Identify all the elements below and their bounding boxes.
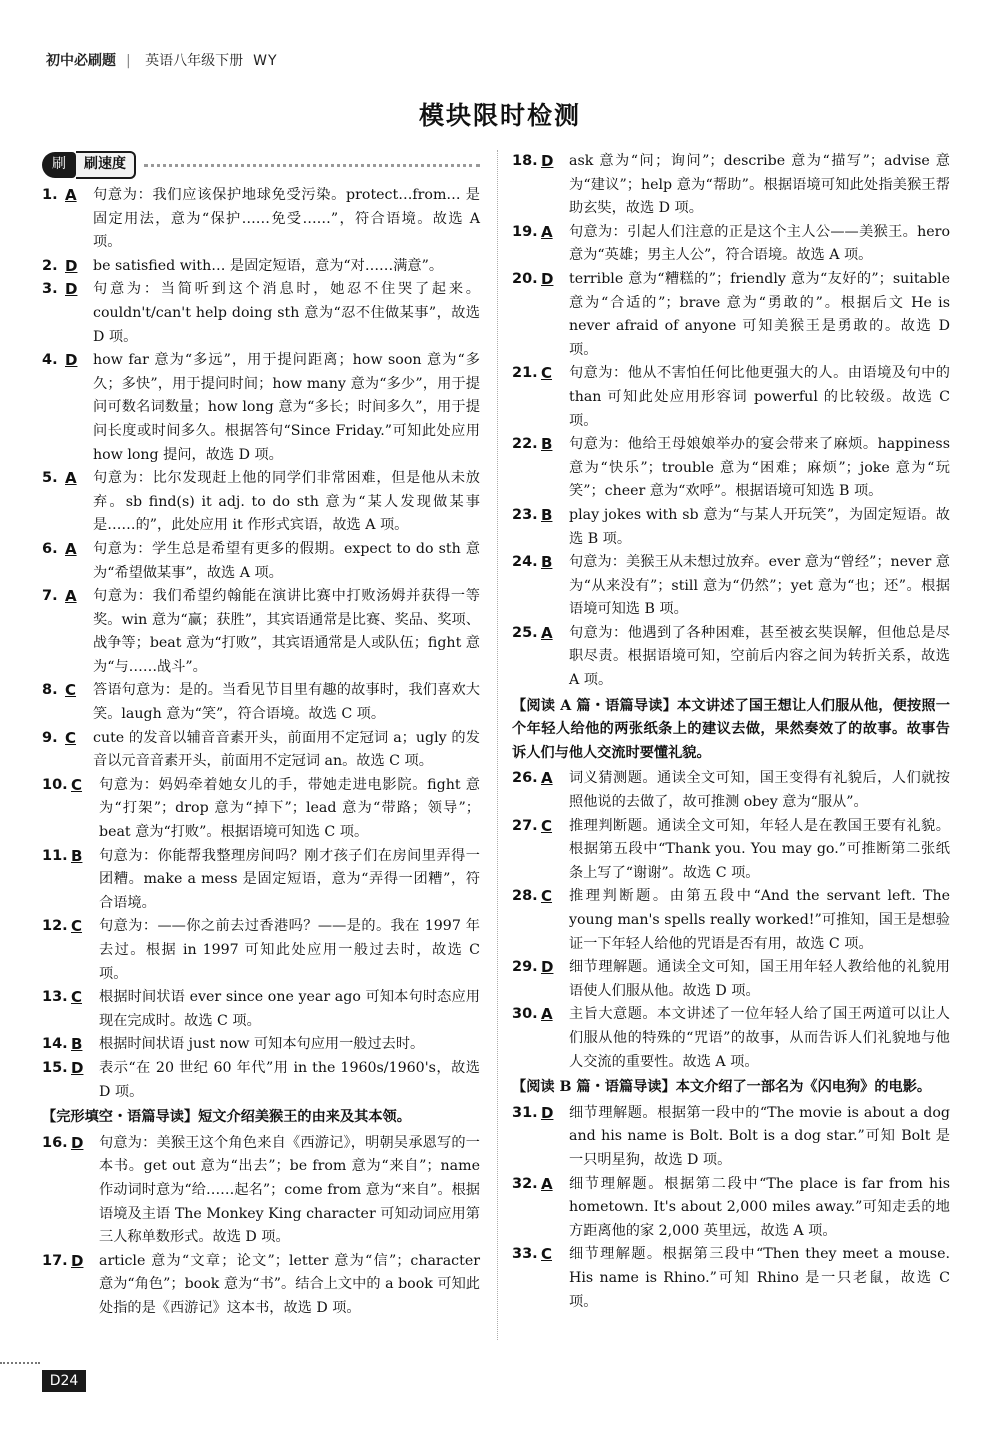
answer-letter: C xyxy=(65,728,77,747)
question-number: 1. xyxy=(42,187,58,203)
explanation-text: 句意为：——你之前去过香港吗？——是的。我在 1997 年去过。根据 in 1997 可知此处应用一般过去时，故选 C 项。 xyxy=(99,918,480,982)
explanation-text: 细节理解题。通读全文可知，国王用年轻人教给他的礼貌用语使人们服从他。故选 D 项。 xyxy=(569,959,950,999)
page-title: 模块限时检测 xyxy=(418,101,581,130)
page-number: D24 xyxy=(42,1370,86,1392)
explanation-text: 细节理解题。根据第二段中“The place is far from his hometown. It's about 2,000 miles away.”可知走丢的地方距离他的家 2,000 英里远，故选 A 项。 xyxy=(569,1175,950,1239)
explanation-text: cute 的发音以辅音音素开头，前面用不定冠词 a；ugly 的发音以元音音素开头，前面用不定冠词 an。故选 C 项。 xyxy=(93,729,480,770)
explanation-text: 句意为：我们希望约翰能在演讲比赛中打败汤姆并获得一等奖。win 意为“赢；获胜”，其宾语通常是比赛、奖品、奖项、战争等；beat 意为“打败”，其宾语通常是人或队伍；fight 意为“与……战斗”。 xyxy=(93,588,480,675)
answer-item xyxy=(512,767,950,814)
dotted-rule xyxy=(144,164,480,167)
question-number: 12. xyxy=(42,918,68,935)
answer-letter: D xyxy=(541,152,554,170)
answer-letter: A xyxy=(65,587,77,606)
question-number: 20. xyxy=(512,270,538,287)
question-number: 8. xyxy=(42,682,58,699)
explanation-text: be satisfied with… 是固定短语，意为“对……满意”。 xyxy=(93,257,444,274)
answer-letter: A xyxy=(541,1005,553,1024)
question-number: 26. xyxy=(512,770,538,787)
answer-item xyxy=(42,184,480,255)
question-number: 27. xyxy=(512,817,538,834)
explanation-text: play jokes with sb 意为“与某人开玩笑”，为固定短语。故选 B 项。 xyxy=(569,506,950,547)
question-number: 33. xyxy=(512,1246,538,1263)
question-number: 16. xyxy=(42,1134,68,1151)
answer-letter: C xyxy=(541,816,553,835)
answer-letter: A xyxy=(541,222,553,241)
answer-item xyxy=(512,433,950,504)
question-number: 15. xyxy=(42,1059,68,1076)
question-number: 19. xyxy=(512,223,538,240)
answer-letter: D xyxy=(65,351,78,370)
answer-item xyxy=(512,1003,950,1074)
explanation-text: terrible 意为“糟糕的”；friendly 意为“友好的”；suitable 意为“合适的”；brave 意为“勇敢的”。根据后文 He is never afraid of anyone 可知美猴王是勇敢的。故选 D 项。 xyxy=(569,270,950,358)
explanation-text: 表示“在 20 世纪 60 年代”用 in the 1960s/1960's，故选 D 项。 xyxy=(99,1059,480,1100)
series-name: 初中必刷题 xyxy=(46,53,116,69)
explanation-text: 句意为：妈妈牵着她女儿的手，带她走进电影院。fight 意为“打架”；drop 意为“掉下”；lead 意为“带路；领导”；beat 意为“打败”。根据语境可知选 C 项。 xyxy=(99,776,480,841)
running-header xyxy=(46,50,946,76)
question-number: 2. xyxy=(42,257,58,274)
explanation-text: 句意为：他从不害怕任何比他更强大的人。由语境及句中的 than 可知此处应用形容词 powerful 的比较级。故选 C 项。 xyxy=(569,365,950,429)
answer-letter: D xyxy=(541,958,554,977)
answer-item xyxy=(512,362,950,433)
reading-a-passage-note: 【阅读 A 篇・语篇导读】本文讲述了国王想让人们服从他，便按照一个年轻人给他的两张纸条上的建议去做，果然奏效了的故事。故事告诉人们与他人交流时要懂礼貌。 xyxy=(512,697,950,761)
answer-letter: B xyxy=(541,553,553,572)
answer-item xyxy=(42,915,480,986)
question-number: 22. xyxy=(512,436,538,453)
book-subject: 英语八年级下册 xyxy=(145,53,244,69)
answer-item xyxy=(42,1057,480,1104)
explanation-text: 句意为：引起人们注意的正是这个主人公——美猴王。hero 意为“英雄；男主人公”，符合语境。故选 A 项。 xyxy=(569,223,950,264)
answer-item xyxy=(42,538,480,585)
answer-item xyxy=(42,349,480,467)
explanation-text: 根据时间状语 just now 可知本句应用一般过去时。 xyxy=(99,1036,425,1053)
answer-list xyxy=(42,1132,480,1321)
explanation-text: 推理判断题。由第五段中“And the servant left. The young man's spells really worked!”可推知，国王是想验证一下年轻人给他的咒语是否有用，故选 C 项。 xyxy=(569,888,950,952)
question-number: 3. xyxy=(42,281,58,298)
explanation-text: 答语句意为：是的。当看见节目里有趣的故事时，我们喜欢大笑。laugh 意为“笑”，符合语境。故选 C 项。 xyxy=(93,682,480,723)
question-number: 24. xyxy=(512,554,538,571)
explanation-text: 句意为：他给王母娘娘举办的宴会带来了麻烦。happiness 意为“快乐”；trouble 意为“困难；麻烦”；joke 意为“玩笑”；cheer 意为“欢呼”。根据语境可知选 B 项。 xyxy=(569,436,950,500)
answer-item xyxy=(42,774,480,845)
answer-letter: A xyxy=(65,469,77,488)
right-column xyxy=(512,150,950,1314)
answer-letter: B xyxy=(71,846,83,865)
explanation-text: 词义猜测题。通读全文可知，国王变得有礼貌后，人们就按照他说的去做了，故可推测 obey 意为“服从”。 xyxy=(569,770,950,811)
answer-letter: D xyxy=(541,269,554,288)
answer-item xyxy=(42,1132,480,1250)
answer-letter: B xyxy=(541,505,553,524)
question-number: 7. xyxy=(42,588,58,605)
question-number: 13. xyxy=(42,989,68,1006)
answer-item xyxy=(512,956,950,1003)
question-number: 29. xyxy=(512,959,538,976)
question-number: 25. xyxy=(512,624,538,641)
column-divider xyxy=(497,150,498,1340)
answer-letter: D xyxy=(541,1103,554,1122)
answer-item xyxy=(42,845,480,916)
answer-letter: D xyxy=(65,280,78,299)
section-badge xyxy=(42,150,480,180)
answer-list xyxy=(512,1102,950,1314)
answer-item xyxy=(512,1102,950,1173)
answer-item xyxy=(42,986,480,1033)
answer-item xyxy=(42,278,480,349)
brush-icon: 刷 xyxy=(42,152,76,178)
answer-list xyxy=(512,150,950,693)
question-number: 4. xyxy=(42,352,58,369)
answer-letter: D xyxy=(71,1058,84,1077)
explanation-text: 句意为：我们应该保护地球免受污染。protect…from… 是固定用法，意为“保护……免受……”，符合语境。故选 A 项。 xyxy=(93,187,480,251)
answer-item xyxy=(512,150,950,221)
answer-item xyxy=(512,551,950,622)
answer-letter: C xyxy=(71,917,83,936)
explanation-text: ask 意为“问；询问”；describe 意为“描写”；advise 意为“建议”；help 意为“帮助”。根据语境可知此处指美猴王帮助玄奘，故选 D 项。 xyxy=(569,153,950,217)
question-number: 17. xyxy=(42,1252,68,1269)
question-number: 30. xyxy=(512,1006,538,1023)
answer-letter: A xyxy=(541,623,553,642)
question-number: 31. xyxy=(512,1104,538,1121)
answer-letter: A xyxy=(541,769,553,788)
left-column xyxy=(42,150,480,1321)
answer-letter: B xyxy=(71,1035,83,1054)
question-number: 23. xyxy=(512,506,538,523)
explanation-text: 推理判断题。通读全文可知，年轻人是在教国王要有礼貌。根据第五段中“Thank you. You may go.”可推断第二张纸条上写了“谢谢”。故选 C 项。 xyxy=(569,817,950,881)
explanation-text: 细节理解题。根据第三段中“Then they meet a mouse. His name is Rhino.”可知 Rhino 是一只老鼠，故选 C 项。 xyxy=(569,1246,950,1310)
answer-letter: D xyxy=(71,1133,84,1152)
answer-letter: A xyxy=(65,186,77,204)
question-number: 18. xyxy=(512,153,538,169)
answer-item xyxy=(512,268,950,362)
question-number: 9. xyxy=(42,729,58,746)
explanation-text: 句意为：他遇到了各种困难，甚至被玄奘误解，但他总是尽职尽责。根据语境可知，空前后内容之间为转折关系，故选 A 项。 xyxy=(569,624,950,689)
explanation-text: 句意为：你能帮我整理房间吗？刚才孩子们在房间里弄得一团糟。make a mess 是固定短语，意为“弄得一团糟”，符合语境。 xyxy=(99,847,480,911)
explanation-text: 句意为：当简听到这个消息时，她忍不住哭了起来。couldn't/can't help doing sth 意为“忍不住做某事”，故选 D 项。 xyxy=(93,281,480,345)
explanation-text: 句意为：美猴王从未想过放弃。ever 意为“曾经”；never 意为“从来没有”；still 意为“仍然”；yet 意为“也；还”。根据语境可知选 B 项。 xyxy=(569,554,950,618)
explanation-text: 句意为：美猴王这个角色来自《西游记》，明朝吴承恩写的一本书。get out 意为“出去”；be from 意为“来自”；name 作动词时意为“给……起名”；come from 意为“来自”。根据语境及主语 The Monkey King character 可知动词应用第三人称单数形式。故选 D 项。 xyxy=(99,1134,480,1246)
corner-dotted-rule xyxy=(0,1362,40,1364)
reading-b-passage-note: 【阅读 B 篇・语篇导读】本文介绍了一部名为《闪电狗》的电影。 xyxy=(512,1079,932,1096)
answer-item xyxy=(42,679,480,726)
question-number: 11. xyxy=(42,847,68,864)
answer-item xyxy=(42,585,480,679)
answer-letter: D xyxy=(65,256,78,275)
answer-letter: C xyxy=(71,775,83,794)
answer-item xyxy=(512,1243,950,1314)
answer-item xyxy=(42,255,480,279)
answer-letter: C xyxy=(65,681,77,700)
answer-item xyxy=(512,1173,950,1244)
explanation-text: 句意为：比尔发现赶上他的同学们非常困难，但是他从未放弃。sb find(s) it adj. to do sth 意为“某人发现做某事是……的”，此处应用 it 作形式宾语，故选 A 项。 xyxy=(93,470,480,534)
section-badge-label: 刷速度 xyxy=(76,151,136,179)
question-number: 28. xyxy=(512,888,538,905)
explanation-text: 根据时间状语 ever since one year ago 可知本句时态应用现在完成时。故选 C 项。 xyxy=(99,989,480,1029)
explanation-text: 细节理解题。根据第一段中的“The movie is about a dog and his name is Bolt. Bolt is a dog star.”可知 Bolt 是一只明星狗，故选 D 项。 xyxy=(569,1104,950,1168)
question-number: 21. xyxy=(512,365,538,382)
answer-letter: D xyxy=(71,1251,84,1270)
answer-item xyxy=(512,885,950,956)
edition-code: WY xyxy=(253,53,278,69)
explanation-text: how far 意为“多远”，用于提问距离；how soon 意为“多久；多快”，用于提问时间；how many 意为“多少”，用于提问可数名词数量；how long 意为“多长；时间多久”，用于提问长度或时间多久。根据答句“Since Friday.”可知此处应用 how long 提问，故选 D 项。 xyxy=(93,352,480,463)
answer-letter: B xyxy=(541,435,553,454)
answer-item xyxy=(512,221,950,268)
question-number: 10. xyxy=(42,776,68,793)
answer-item xyxy=(512,815,950,886)
cloze-passage-note: 【完形填空・语篇导读】短文介绍美猴王的由来及其本领。 xyxy=(42,1109,411,1126)
answer-item xyxy=(42,1033,480,1057)
answer-letter: C xyxy=(71,988,83,1007)
answer-item xyxy=(42,467,480,538)
answer-letter: C xyxy=(541,1245,553,1264)
header-separator: | xyxy=(126,53,131,69)
answer-item xyxy=(512,504,950,551)
answer-letter: A xyxy=(541,1174,553,1193)
answer-letter: A xyxy=(65,539,77,558)
answer-item xyxy=(512,622,950,693)
explanation-text: 主旨大意题。本文讲述了一位年轻人给了国王两道可以让人们服从他的特殊的“咒语”的故事，从而告诉人们礼貌地与他人交流的重要性。故选 A 项。 xyxy=(569,1006,950,1070)
answer-list xyxy=(512,767,950,1074)
explanation-text: article 意为“文章；论文”；letter 意为“信”；character 意为“角色”；book 意为“书”。结合上文中的 a book 可知此处指的是《西游记》这本书，故选 D 项。 xyxy=(99,1252,480,1316)
answer-item xyxy=(42,727,480,774)
explanation-text: 句意为：学生总是希望有更多的假期。expect to do sth 意为“希望做某事”，故选 A 项。 xyxy=(93,540,480,581)
answer-letter: C xyxy=(541,887,553,906)
question-number: 14. xyxy=(42,1036,68,1053)
answer-list xyxy=(42,184,480,1104)
answer-item xyxy=(42,1250,480,1321)
question-number: 32. xyxy=(512,1175,538,1192)
question-number: 5. xyxy=(42,470,58,487)
question-number: 6. xyxy=(42,540,58,557)
answer-letter: C xyxy=(541,364,553,383)
